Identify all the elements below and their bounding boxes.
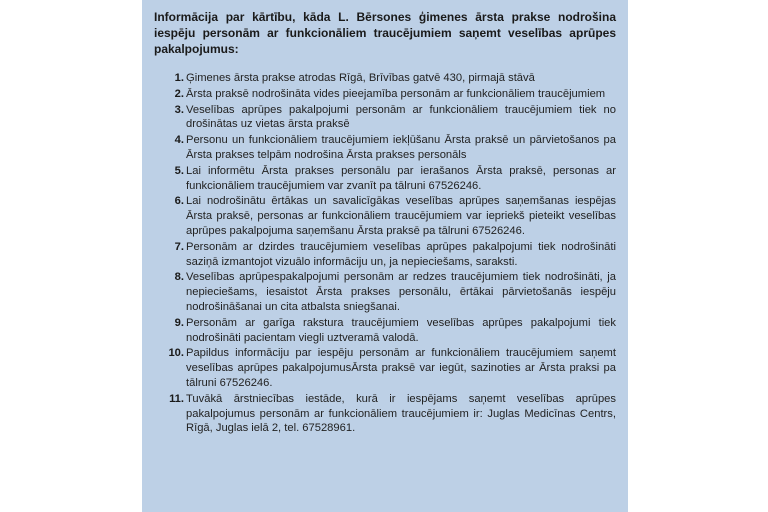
list-item [154, 392, 616, 436]
item-number: 11 . [164, 392, 184, 407]
list-item [154, 316, 616, 346]
item-number: 5 . [164, 164, 184, 179]
numbered-list [154, 71, 616, 436]
item-number: 9 . [164, 316, 184, 331]
item-text: Veselības aprūpespakalpojumi personām ar redzes traucējumiem tiek nodrošināti, ja nepieciešams, iesaistot Ārsta prakses personālu, ērtākai pārvietošanās iespēju nodrošināšanai un cita atbalsta sniegšanai. [186, 271, 616, 313]
item-number: 7 . [164, 240, 184, 255]
document-heading: Informācija par kārtību, kāda L. Bērsones ģimenes ārsta prakse nodrošina iespēju personām ar funkcionāliem traucējumiem saņemt veselības aprūpes pakalpojumus: [154, 10, 616, 56]
item-number: 1 . [164, 71, 184, 86]
list-item [154, 270, 616, 314]
item-number: 2 . [164, 87, 184, 102]
list-item [154, 71, 616, 86]
item-text: Ģimenes ārsta prakse atrodas Rīgā, Brīvības gatvē 430, pirmajā stāvā [186, 72, 535, 84]
item-number: 6 . [164, 194, 184, 209]
list-item [154, 133, 616, 163]
item-text: Lai nodrošinātu ērtākas un savalicīgākas veselības aprūpes saņemšanas iespējas Ārsta praksē, personas ar funkcionāliem traucējumiem var iepriekš pieteikt veselības aprūpes pakalpojuma saņemšanu Ārsta praksē pa tālruni 67526246. [186, 195, 616, 237]
list-item [154, 346, 616, 390]
item-text: Personām ar garīga rakstura traucējumiem veselības aprūpes pakalpojumi tiek nodrošināti pacientam viegli uztveramā valodā. [186, 316, 616, 344]
item-text: Ārsta praksē nodrošināta vides pieejamība personām ar funkcionāliem traucējumiem [186, 87, 606, 100]
list-item [154, 194, 616, 238]
document-page [142, 0, 628, 512]
item-text: Personām ar dzirdes traucējumiem veselības aprūpes pakalpojumi tiek nodrošināti saziņā izmantojot vizuālo informāciju un, ja nepieciešams, saraksti. [186, 240, 616, 268]
item-text: Personu un funkcionāliem traucējumiem iekļūšanu Ārsta praksē un pārvietošanos pa Ārsta prakses telpām nodrošina Ārsta prakses personāls [186, 134, 616, 161]
list-item [154, 240, 616, 270]
item-text: Lai informētu Ārsta prakses personālu par ierašanos Ārsta praksē, personas ar funkcionāliem traucējumiem var zvanīt pa tālruni 67526246. [186, 164, 616, 192]
item-number: 3 . [164, 103, 184, 118]
item-number: 4 . [164, 133, 184, 148]
list-item [154, 164, 616, 194]
list-item [154, 103, 616, 133]
item-number: 10 . [164, 346, 184, 361]
item-text: Papildus informāciju par iespēju personām ar funkcionāliem traucējumiem saņemt veselības aprūpes pakalpojumusĀrsta praksē var iegūt, sazinoties ar Ārsta praksi pa tālruni 67526246. [186, 347, 616, 389]
item-text: Tuvākā ārstniecības iestāde, kurā ir iespējams saņemt veselības aprūpes pakalpojumus personām ar funkcionāliem traucējumiem ir: Juglas Medicīnas Centrs, Rīgā, Juglas ielā 2, tel. 67528961. [186, 392, 616, 435]
item-number: 8 . [164, 270, 184, 285]
list-item [154, 87, 616, 102]
item-text: Veselības aprūpes pakalpojumi personām ar funkcionāliem traucējumiem tiek no drošinātas uz vietas ārsta praksē [186, 103, 616, 131]
